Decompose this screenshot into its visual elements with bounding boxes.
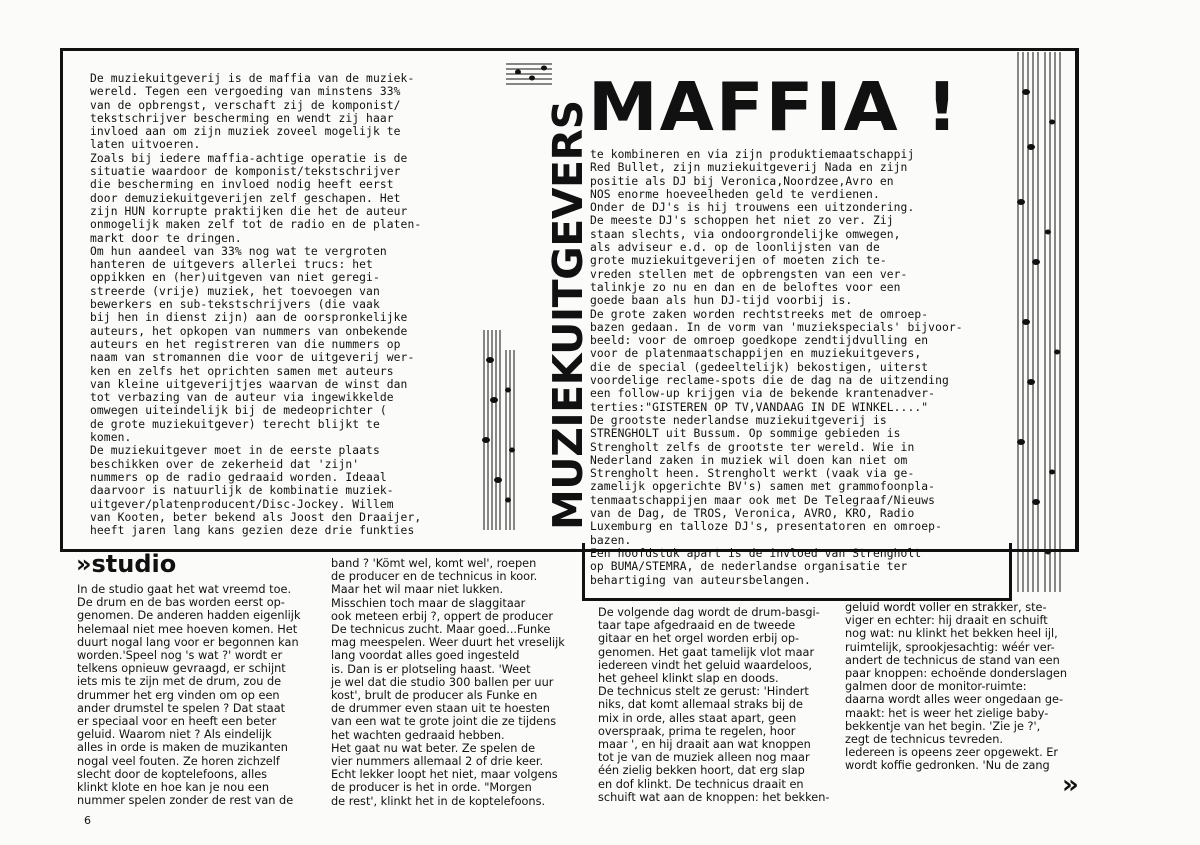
continue-arrow-icon: » — [1062, 770, 1079, 800]
article-column-right: te kombineren en via zijn produktiemaatschappij Red Bullet, zijn muziekuitgeverij Nada en zijn positie als DJ bij Veronica,Noordzee,Avro en NOS enorme hoeveelheden geld te verdienen. Onder de DJ's is hij trouwens een uitzondering. De meeste DJ's schoppen het niet zo ver. Zij staan slechts, via ondoorgrondelijke omwegen, als adviseur e.d. op de loonlijsten van de grote muziekuitgeverijen of moeten zich te- vreden stellen met de opbrengsten van een ver- talinkje zo nu en dan en de beloftes voor een goede baan als hun DJ-tijd voorbij is. De grote zaken worden rechtstreeks met de omroep- bazen gedaan. In de vorm van 'muziekspecials' bijvoor- beeld: voor de omroep goedkope zendtijdvulling en voor de platenmaatschappijen en muziekuitgevers, die de special (gedeeltelijk) bekostigen, uiterst voordelige reclame-spots die de dag na de uitzending een follow-up krijgen via de bekende krantenadver- terties:"GISTEREN OP TV,VANDAAG IN DE WINKEL...." De grootste nederlandse muziekuitgeverij is STRENGHOLT uit Bussum. Op sommige gebieden is Strengholt zelfs de grootste ter wereld. Wie in Nederland zaken in muziek wil doen kan niet om Strengholt heen. Strengholt werkt (vaak via ge- zamelijk opgerichte BV's) samen met grammofoonpla- tenmaatschappijen maar ook met De Telegraaf/Nieuws van de Dag, de TROS, Veronica, AVRO, KRO, Radio Luxemburg en talloze DJ's, presentatoren en omroep- bazen. Een hoofdstuk apart is de invloed van Strengholt op BUMA/STEMRA, de nederlandse organisatie ter behartiging van auteursbelangen. — [590, 148, 963, 587]
sheet-music-top-illustration — [506, 58, 552, 92]
studio-section-heading — [76, 550, 176, 578]
studio-column-1: In de studio gaat het wat vreemd toe. De drum en de bas worden eerst op- genomen. De anderen hadden eigenlijk helemaal niet mee hoeven komen. Het duurt nogal lang voor er begonnen kan worden.'Speel nog 's wat ?' wordt er telkens opnieuw gevraagd, er schijnt iets mis te zijn met de drum, zou de drummer het erg vinden om op een ander drumstel te spelen ? Dat staat er speciaal voor en heeft een beter geluid. Waarom niet ? Als eindelijk alles in orde is maken de muzikanten nogal veel fouten. Ze horen zichzelf slecht door de koptelefoons, alles klinkt klote en hoe kan je nou een nummer spelen zonder de rest van de — [77, 583, 301, 808]
sheet-music-left-illustration — [478, 330, 518, 530]
headline-maffia: MAFFIA ! — [588, 68, 960, 147]
studio-column-3: De volgende dag wordt de drum-basgi- taar tape afgedraaid en de tweede gitaar en het orgel worden erbij op- genomen. Het gaat tamelijk vlot maar iedereen vindt het geluid waardeloos, het geheel klinkt slap en doods. De technicus stelt ze gerust: 'Hindert niks, dat komt allemaal straks bij de mix in orde, alles staat apart, geen overspraak, prima te regelen, hoor maar ', en hij draait aan wat knoppen tot je van de muziek alleen nog maar één zielig bekken hoort, dat erg slap en dof klinkt. De technicus draait en schuift wat aan de knoppen: het bekken- — [598, 606, 830, 804]
side-title-vertical: MUZIEKUITGEVERS — [544, 100, 592, 530]
sheet-music-right-illustration — [1012, 52, 1064, 592]
studio-column-2: band ? 'Kömt wel, komt wel', roepen de producer en de technicus in koor. Maar het wil maar niet lukken. Misschien toch maar de slaggitaar ook meteen erbij ?, oppert de producer De technicus zucht. Maar goed...Funke mag meespelen. Weer duurt het vreselijk lang voordat alles goed ingesteld is. Dan is er plotseling haast. 'Weet je wel dat die studio 300 ballen per uur kost', brult de producer als Funke en de drummer even staan uit te hoesten van een wat te grote joint die ze tijdens het wachten gedraaid hebben. Het gaat nu wat beter. Ze spelen de vier nummers allemaal 2 of drie keer. Echt lekker loopt het niet, maar volgens de producer is het in orde. "Morgen de rest', klinkt het in de koptelefoons. — [331, 557, 565, 808]
studio-heading-label: studio — [91, 550, 177, 578]
page-number: 6 — [84, 814, 91, 827]
article-column-left: De muziekuitgeverij is de maffia van de muziek- wereld. Tegen een vergoeding van minstens 33% van de opbrengst, verschaft zij de komponist/ tekstschrijver bescherming en wendt zij haar invloed aan om zijn muziek zoveel mogelijk te laten uitvoeren. Zoals bij iedere maffia-achtige operatie is de situatie waardoor de komponist/tekstschrijver die bescherming en invloed nodig heeft eerst door demuziekuitgeverijen zelf geschapen. Het zijn HUN korrupte praktijken die het de auteur onmogelijk maken zelf tot de radio en de platen- markt door te dringen. Om hun aandeel van 33% nog wat te vergroten hanteren de uitgevers allerlei trucs: het oppikken en (her)uitgeven van niet geregi- streerde (vrije) muziek, het toevoegen van bewerkers en sub-tekstschrijvers (die vaak bij hen in dienst zijn) aan de oorspronkelijke auteurs, het opkopen van nummers van onbekende auteurs en het registreren van die nummers op naam van stromannen die voor de uitgeverij wer- ken en zelfs het oprichten samen met auteurs van kleine uitgeverijtjes waarvan de winst dan tot verbazing van de auteur via ingewikkelde omwegen uiteindelijk bij de medeoprichter ( de grote muziekuitgever) terecht blijkt te komen. De muziekuitgever moet in de eerste plaats beschikken over de zekerheid dat 'zijn' nummers op de radio gedraaid worden. Ideaal daarvoor is natuurlijk de kombinatie muziek- uitgever/platenproducent/Disc-Jockey. Willem van Kooten, beter bekend als Joost den Draaijer, heeft jaren lang kans gezien deze drie funkties — [90, 72, 422, 538]
studio-column-4: geluid wordt voller en strakker, ste- viger en echter: hij draait en schuift nog wat: nu klinkt het bekken heel ijl, ruimtelijk, sprookjesachtig: wéér ver- andert de technicus de stand van een paar knoppen: echoënde donderslagen galmen door de monitor-ruimte: daarna wordt alles weer ongedaan ge- maakt: het is weer het zielige baby- bekkentje van het begin. 'Zie je ?', zegt de technicus tevreden. Iedereen is opeens zeer opgewekt. Er wordt koffie gedronken. 'Nu de zang — [845, 601, 1068, 773]
heading-arrow-icon: » — [76, 550, 92, 578]
